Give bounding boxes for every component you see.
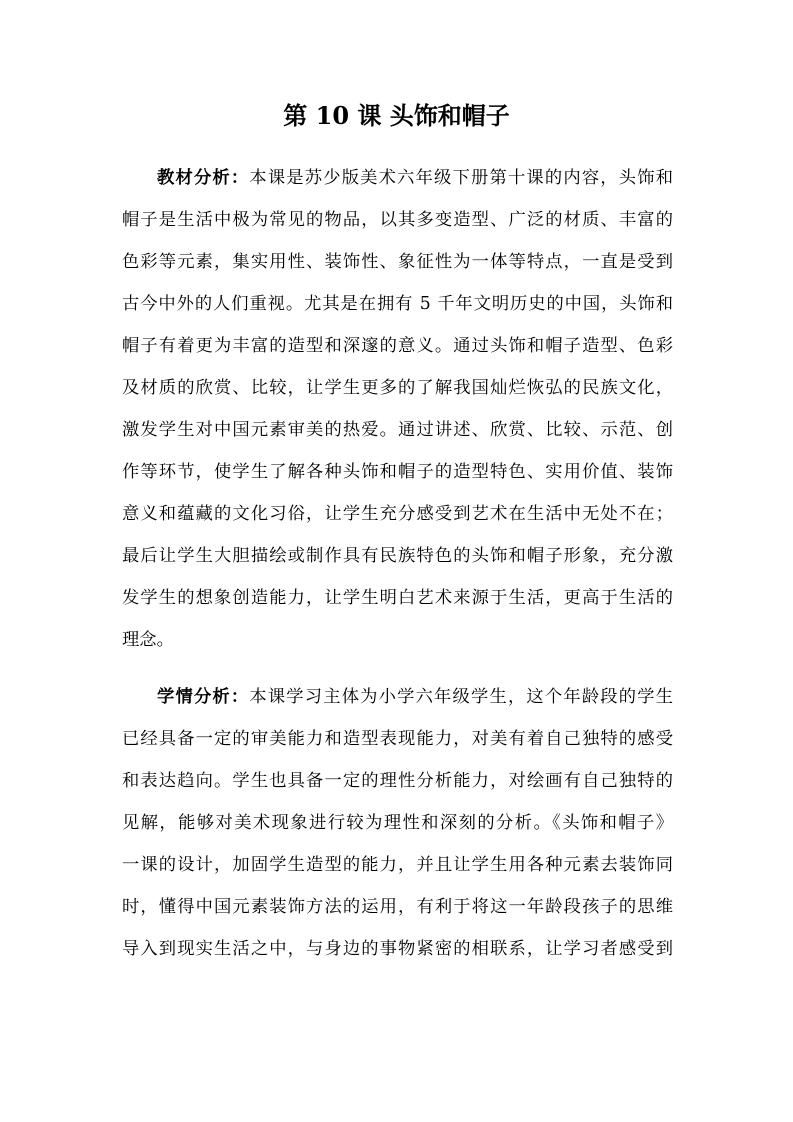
paragraph-text: 本课是苏少版美术六年级下册第十课的内容，头饰和 [249,168,673,188]
paragraph-line: 作等环节，使学生了解各种头饰和帽子的造型特色、实用价值、装饰 [122,462,673,482]
paragraph-line: 色彩等元素，集实用性、装饰性、象征性为一体等特点，一直是受到 [122,252,673,272]
paragraph-line: 意义和蕴藏的文化习俗，让学生充分感受到艺术在生活中无处不在； [122,504,673,524]
paragraph-line: 及材质的欣赏、比较，让学生更多的了解我国灿烂恢弘的民族文化， [122,378,673,398]
paragraph-line: 时，懂得中国元素装饰方法的运用，有利于将这一年龄段孩子的思维 [122,897,673,917]
section-lead-label: 教材分析： [157,168,250,188]
paragraph-line: 导入到现实生活之中，与身边的事物紧密的相联系，让学习者感受到 [122,939,673,959]
section-lead-label: 学情分析： [157,687,250,707]
paragraph-line: 和表达趋向。学生也具备一定的理性分析能力，对绘画有自己独特的 [122,771,673,791]
paragraph-line: 激发学生对中国元素审美的热爱。通过讲述、欣赏、比较、示范、创 [122,420,673,440]
paragraph-line: 理念。 [122,630,174,650]
paragraph-line: 一课的设计，加固学生造型的能力，并且让学生用各种元素去装饰同 [122,855,673,875]
paragraph-line: 已经具备一定的审美能力和造型表现能力，对美有着自己独特的感受 [122,729,673,749]
paragraph-line [157,676,673,718]
lesson-title: 第 10 课 头饰和帽子 [283,101,510,130]
paragraph-line: 发学生的想象创造能力，让学生明白艺术来源于生活，更高于生活的 [122,588,673,608]
paragraph-line: 帽子是生活中极为常见的物品，以其多变造型、广泛的材质、丰富的 [122,210,673,230]
paragraph-line: 见解，能够对美术现象进行较为理性和深刻的分析。《头饰和帽子》 [122,813,673,833]
paragraph-line [157,157,673,199]
paragraph-text: 本课学习主体为小学六年级学生，这个年龄段的学生 [249,687,673,707]
paragraph-line: 帽子有着更为丰富的造型和深邃的意义。通过头饰和帽子造型、色彩 [122,336,673,356]
paragraph-line: 最后让学生大胆描绘或制作具有民族特色的头饰和帽子形象，充分激 [122,546,673,566]
paragraph-line: 古今中外的人们重视。尤其是在拥有 5 千年文明历史的中国，头饰和 [122,294,673,314]
